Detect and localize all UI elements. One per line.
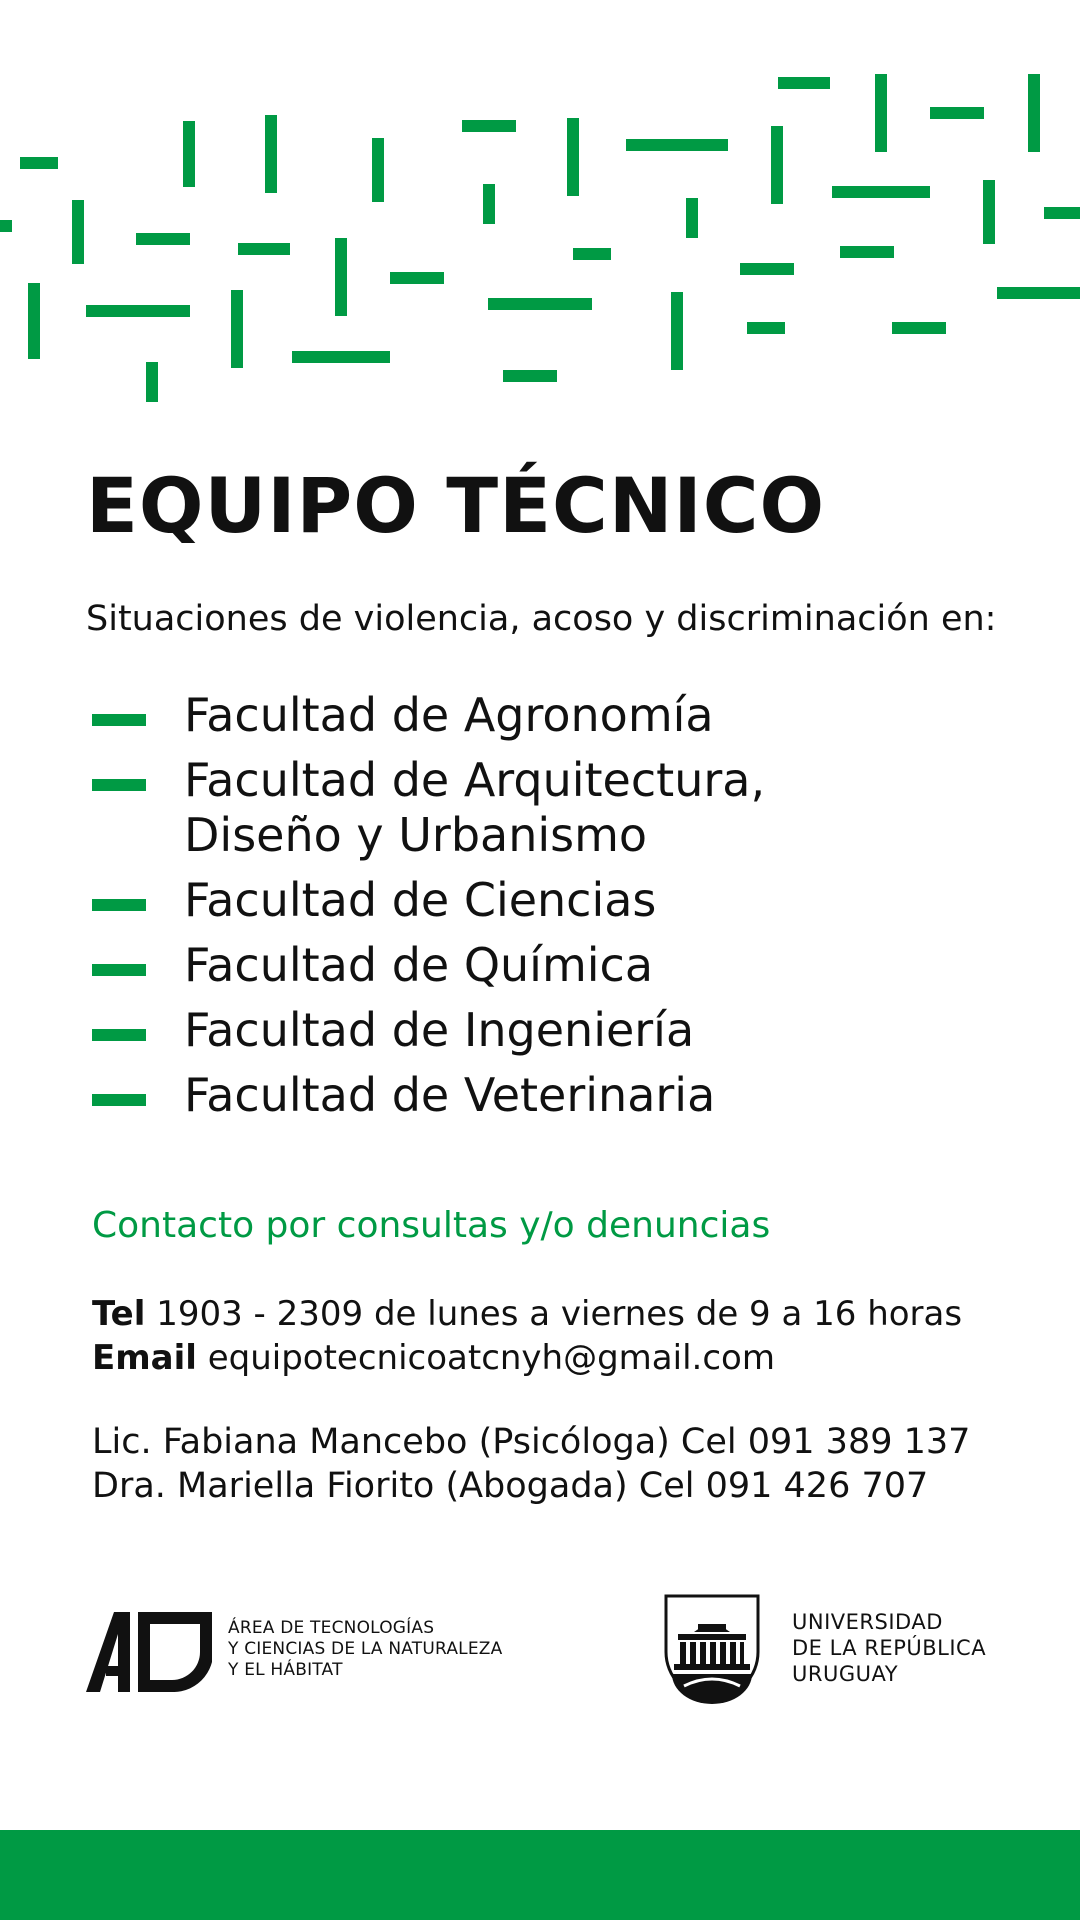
udelar-logo xyxy=(664,1594,1004,1704)
dash-bullet-icon xyxy=(92,1029,146,1041)
faculty-name: Facultad de Química xyxy=(184,938,654,992)
dash-bullet-icon xyxy=(92,779,146,791)
faculty-name: Facultad de Ingeniería xyxy=(184,1003,695,1057)
faculty-name: Facultad de Arquitectura, xyxy=(184,753,766,807)
phone-line xyxy=(92,1292,962,1336)
area-logo-line: Y CIENCIAS DE LA NATURALEZA xyxy=(228,1639,503,1659)
list-item xyxy=(92,873,992,928)
list-item xyxy=(92,1068,992,1123)
dash-bullet-icon xyxy=(92,1094,146,1106)
faculty-name: Facultad de Veterinaria xyxy=(184,1068,716,1122)
list-item xyxy=(92,1003,992,1058)
area-logo xyxy=(86,1608,546,1698)
phone-label: Tel xyxy=(92,1294,146,1334)
list-item xyxy=(92,753,992,863)
udelar-logo-line: UNIVERSIDAD xyxy=(792,1610,943,1634)
contact-details xyxy=(92,1292,962,1380)
dash-bullet-icon xyxy=(92,964,146,976)
page-title: EQUIPO TÉCNICO xyxy=(86,461,826,550)
list-item xyxy=(92,938,992,993)
list-item xyxy=(92,688,992,743)
university-building-shield-logo-icon xyxy=(664,1594,760,1704)
contact-person: Lic. Fabiana Mancebo (Psicóloga) Cel 091 389 137 xyxy=(92,1422,971,1462)
contact-heading: Contacto por consultas y/o denuncias xyxy=(92,1205,771,1246)
faculty-name: Facultad de Ciencias xyxy=(184,873,657,927)
page-subtitle: Situaciones de violencia, acoso y discriminación en: xyxy=(86,599,997,639)
udelar-logo-line: URUGUAY xyxy=(792,1662,899,1686)
contact-people xyxy=(92,1420,970,1508)
udelar-logo-line: DE LA REPÚBLICA xyxy=(792,1636,987,1660)
email-value: equipotecnicoatcnyh@gmail.com xyxy=(196,1338,775,1378)
decorative-dash-pattern xyxy=(0,0,1080,420)
au-monogram-logo-icon xyxy=(86,1612,212,1692)
email-label: Email xyxy=(92,1338,197,1378)
dash-bullet-icon xyxy=(92,714,146,726)
faculty-list xyxy=(92,688,992,1133)
footer-bar xyxy=(0,1830,1080,1920)
phone-value: 1903 - 2309 de lunes a viernes de 9 a 16 horas xyxy=(145,1294,963,1334)
udelar-logo-text xyxy=(792,1609,986,1687)
contact-person: Dra. Mariella Fiorito (Abogada) Cel 091 426 707 xyxy=(92,1466,929,1506)
area-logo-text xyxy=(228,1618,502,1681)
email-line xyxy=(92,1336,962,1380)
area-logo-line: Y EL HÁBITAT xyxy=(228,1660,343,1680)
area-logo-line: ÁREA DE TECNOLOGÍAS xyxy=(228,1618,435,1638)
faculty-name: Facultad de Agronomía xyxy=(184,688,714,742)
faculty-name-continued: Diseño y Urbanismo xyxy=(184,808,648,862)
dash-bullet-icon xyxy=(92,899,146,911)
